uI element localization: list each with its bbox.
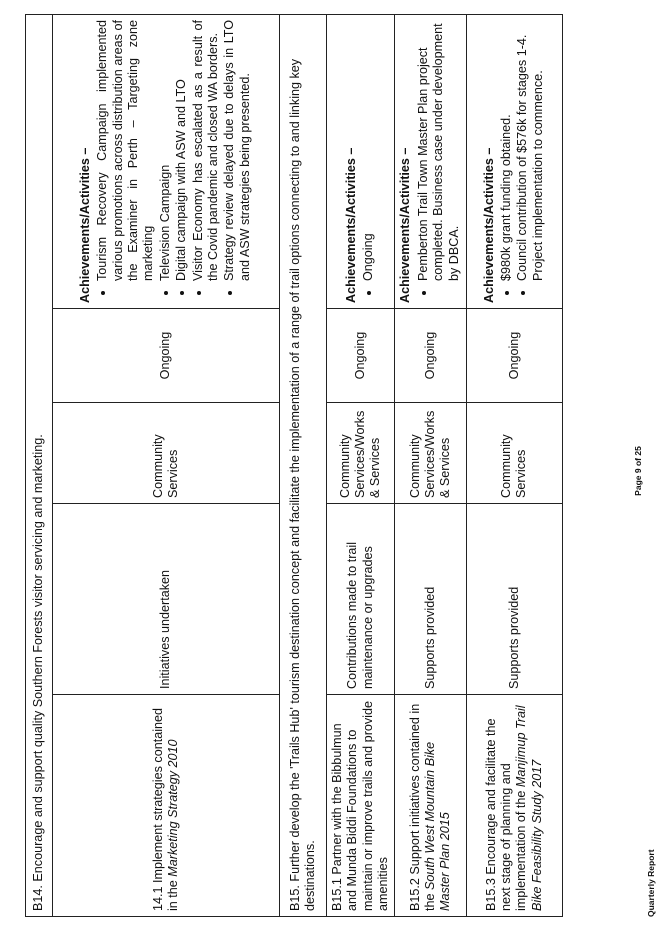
list-item: • Council contribution of $576k for stages 1-4. Project implementation to commence. xyxy=(515,20,546,281)
table-row xyxy=(53,14,280,916)
list-item: • Pemberton Trail Town Master Plan project completed. Business case under development by DBCA. xyxy=(416,20,462,281)
status-cell: Ongoing xyxy=(395,309,466,403)
status-cell: Ongoing xyxy=(53,309,280,403)
responsibility-cell: Community Services xyxy=(466,403,562,504)
list-item: • Visitor Economy has escalated as a result of the Covid pandemic and closed WA borders. xyxy=(191,20,222,281)
responsibility-cell: Community Services/Works & Services xyxy=(327,403,395,504)
objective-cell xyxy=(53,695,280,917)
activities-cell xyxy=(327,14,395,308)
objective-cell xyxy=(466,695,562,917)
responsibility-cell: Community Services xyxy=(53,403,280,504)
objective-cell: B15.1 Partner with the Bibbulmun and Munda Biddi Foundations to maintain or improve trails and provide amenities xyxy=(327,695,395,917)
section-header-row xyxy=(280,14,327,916)
table-row xyxy=(327,14,395,916)
table-row xyxy=(395,14,466,916)
table-row xyxy=(466,14,562,916)
activities-title: Achievements/Activities – xyxy=(78,147,93,303)
list-item: • $980k grant funding obtained. xyxy=(499,20,514,281)
list-item: • Digital campaign with ASW and LTO xyxy=(174,20,189,281)
activities-title: Achievements/Activities – xyxy=(481,147,496,303)
objective-doc-title: Manjimup Trail Bike Feasibility Study 2017 xyxy=(514,705,544,911)
objective-doc-title: South West Mountain Bike Master Plan 2015 xyxy=(422,741,453,911)
objective-text: 14.1 Implement strategies contained in the xyxy=(150,707,180,911)
responsibility-cell: Community Services/Works & Services xyxy=(395,403,466,504)
page-number: Page 9 of 25 xyxy=(633,446,643,496)
objective-doc-title: Marketing Strategy 2010 xyxy=(166,739,180,877)
list-item: • Tourism Recovery Campaign implemented various promotions across distribution areas of the Examiner in Perth – Targeting zone marketing xyxy=(95,20,156,281)
activities-list xyxy=(416,20,462,303)
b15-heading: B15. Further develop the 'Trails Hub' tourism destination concept and facilitate the implementation of a range of trail options connecting to and linking key destinations. xyxy=(280,14,327,916)
list-item: • Ongoing xyxy=(361,20,376,281)
measure-cell: Supports provided xyxy=(395,504,466,695)
activities-title: Achievements/Activities – xyxy=(398,147,413,303)
activities-title: Achievements/Activities – xyxy=(343,147,358,303)
status-cell: Ongoing xyxy=(327,309,395,403)
objective-cell xyxy=(395,695,466,917)
measure-cell: Contributions made to trail maintenance or upgrades xyxy=(327,504,395,695)
activities-list xyxy=(95,20,253,303)
activities-cell xyxy=(53,14,280,308)
measure-cell: Supports provided xyxy=(466,504,562,695)
b14-heading: B14. Encourage and support quality Southern Forests visitor servicing and marketing. xyxy=(26,14,53,916)
status-cell: Ongoing xyxy=(466,309,562,403)
activities-list xyxy=(499,20,546,303)
objective-text: B15.2 Support initiatives contained in the xyxy=(407,703,437,911)
activities-list xyxy=(361,20,376,303)
section-header-row xyxy=(26,14,53,916)
objective-text: B15.3 Encourage and facilitate the next stage of planning and implementation of the xyxy=(483,718,529,911)
activities-cell xyxy=(395,14,466,308)
list-item: • Strategy review delayed due to delays in LTO and ASW strategies being presented. xyxy=(222,20,253,281)
footer-report-title: Quarterly Report xyxy=(646,849,656,917)
measure-cell: Initiatives undertaken xyxy=(53,504,280,695)
strategy-table xyxy=(25,14,563,917)
list-item: • Television Campaign xyxy=(158,20,173,281)
activities-cell xyxy=(466,14,562,308)
